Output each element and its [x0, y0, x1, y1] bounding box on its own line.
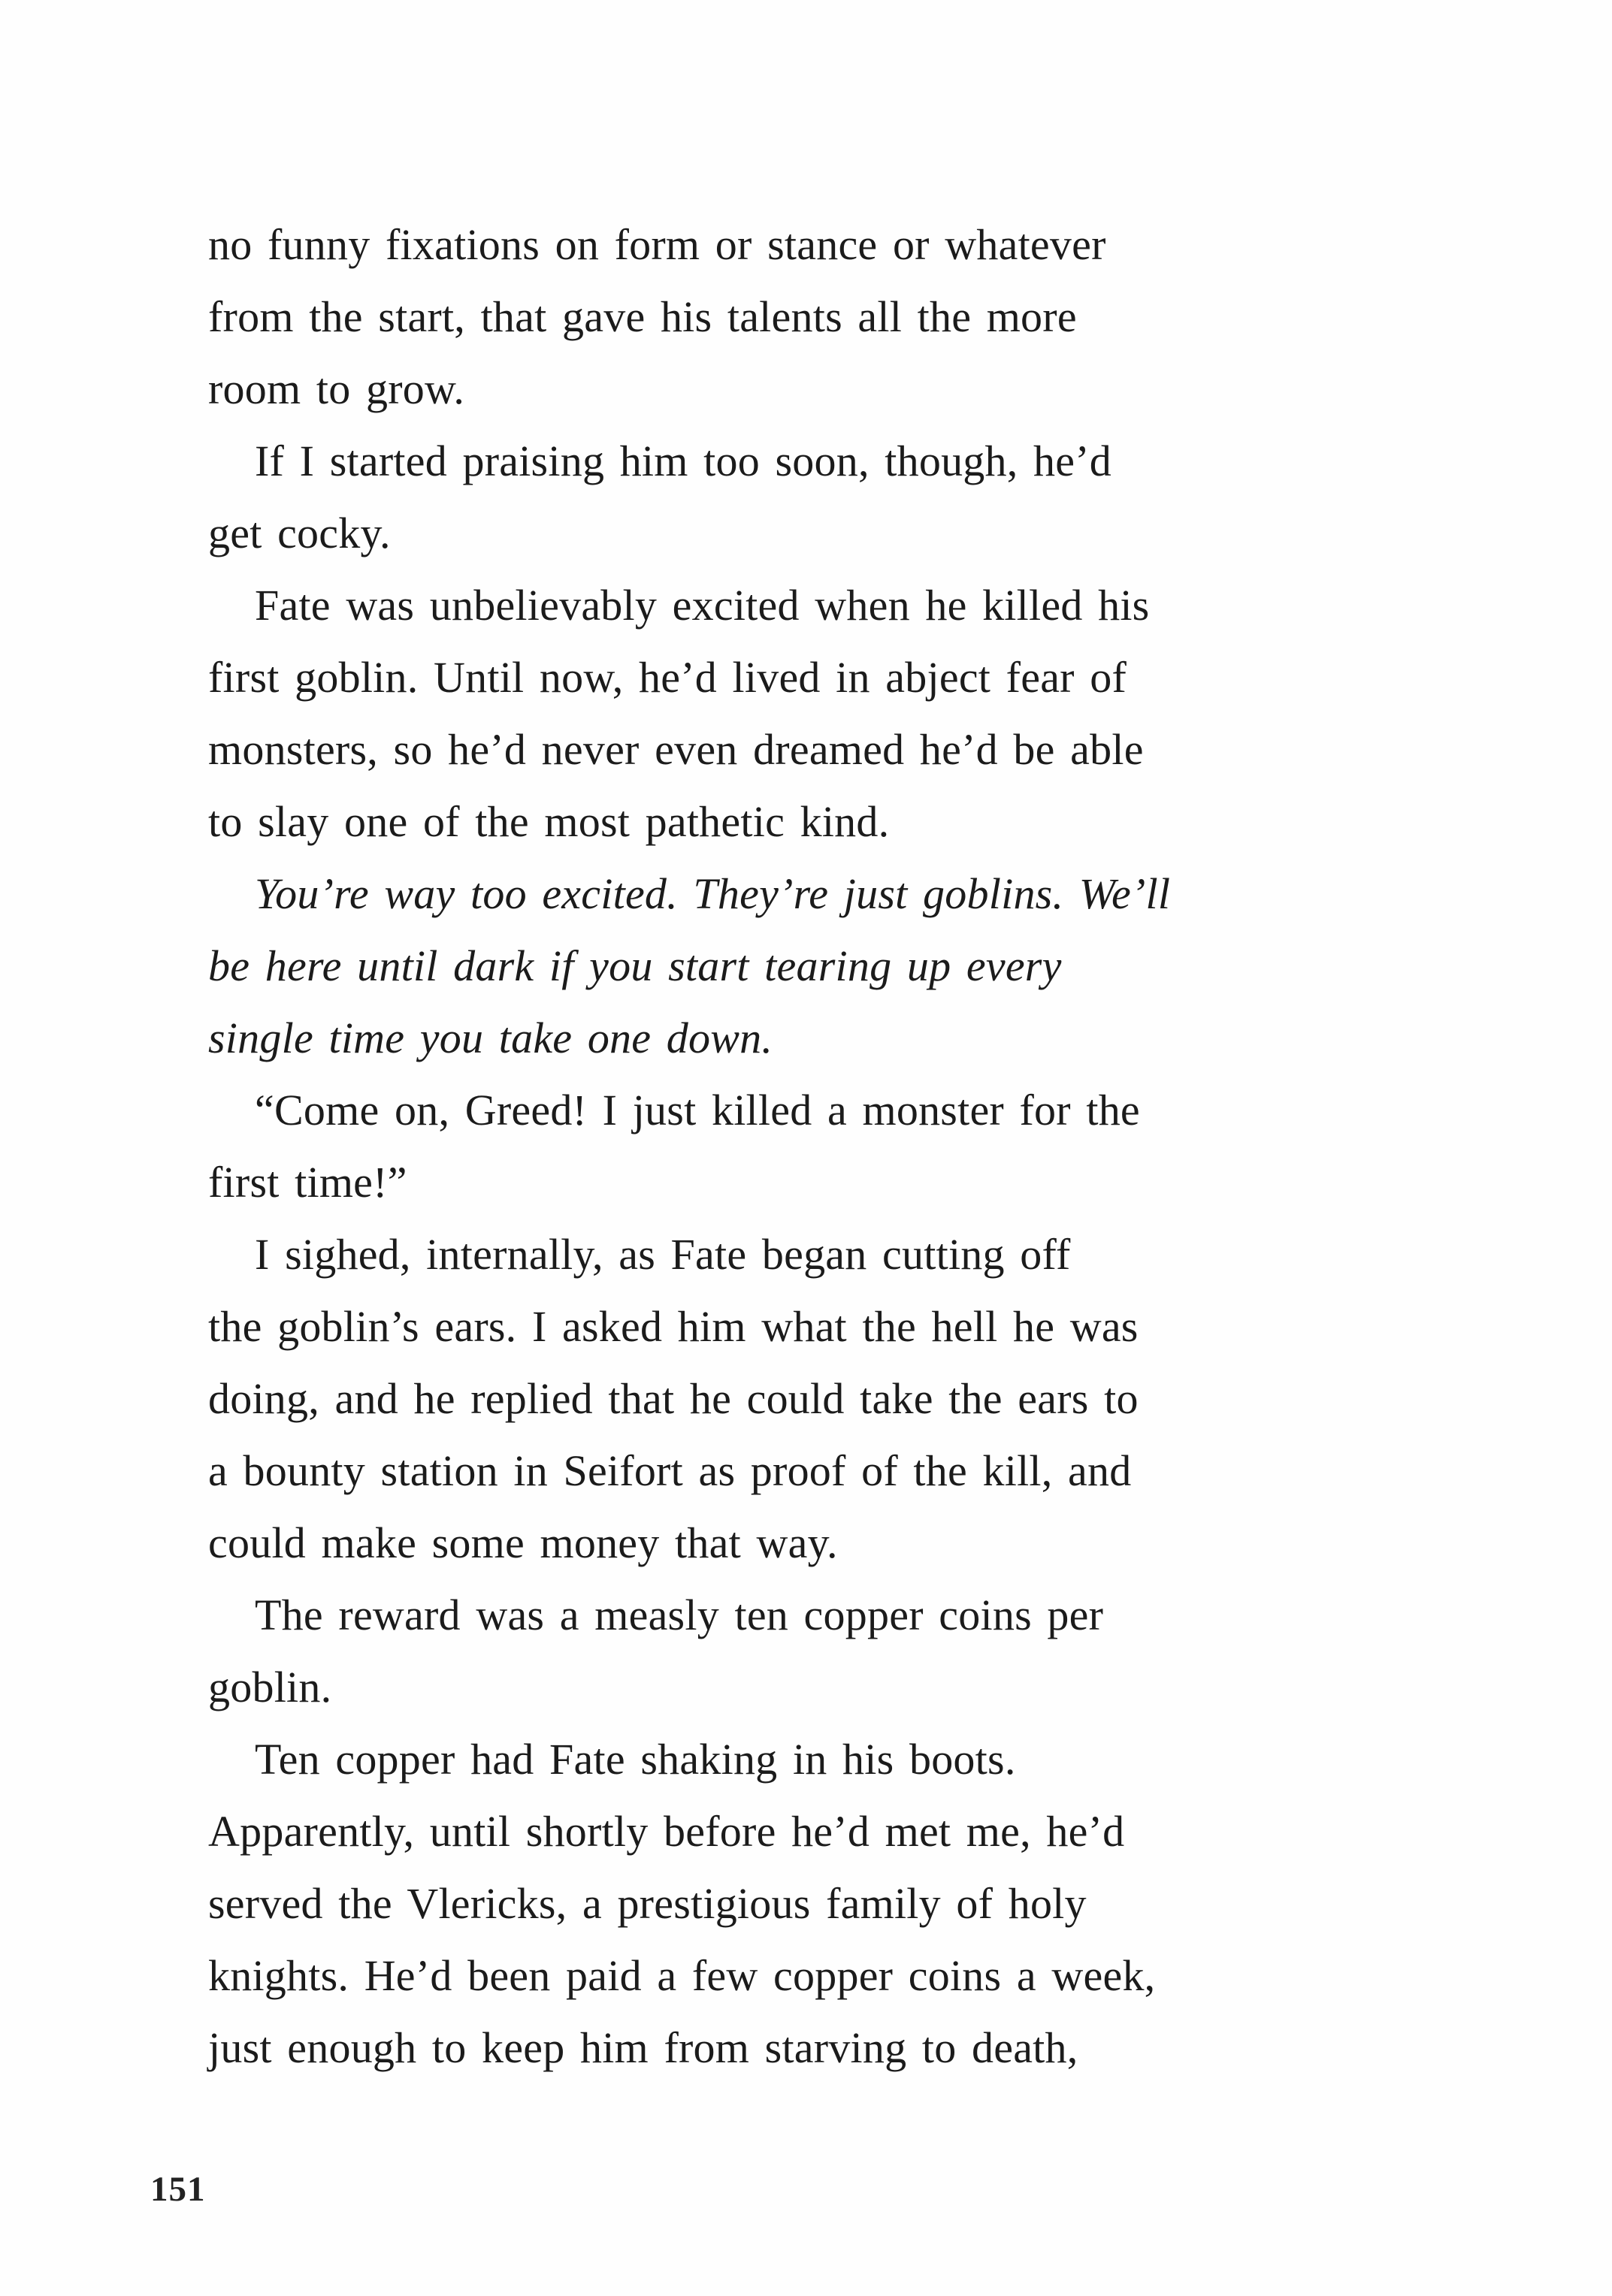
- text-line: doing, and he replied that he could take the ears to: [208, 1374, 1139, 1423]
- text-line: I sighed, internally, as Fate began cutting off: [255, 1230, 1071, 1279]
- text-line: Ten copper had Fate shaking in his boots.: [255, 1735, 1016, 1784]
- text-line: goblin.: [208, 1663, 332, 1711]
- text-line: to slay one of the most pathetic kind.: [208, 797, 890, 846]
- text-line: first goblin. Until now, he’d lived in abject fear of: [208, 653, 1127, 702]
- text-line: If I started praising him too soon, though, he’d: [255, 437, 1112, 485]
- text-line: get cocky.: [208, 509, 391, 557]
- text-line-italic: single time you take one down.: [208, 1014, 773, 1062]
- text-line: no funny fixations on form or stance or whatever: [208, 220, 1106, 269]
- text-line: The reward was a measly ten copper coins per: [255, 1591, 1104, 1639]
- text-line: first time!”: [208, 1158, 407, 1207]
- text-line: the goblin’s ears. I asked him what the hell he was: [208, 1302, 1139, 1351]
- text-line: could make some money that way.: [208, 1518, 838, 1567]
- text-line: from the start, that gave his talents all the more: [208, 292, 1077, 341]
- text-line: “Come on, Greed! I just killed a monster for the: [255, 1086, 1140, 1134]
- book-page-text: [208, 209, 1366, 2084]
- text-line: monsters, so he’d never even dreamed he’d be able: [208, 725, 1144, 774]
- page-number: 151: [150, 2170, 206, 2209]
- text-line: Fate was unbelievably excited when he killed his: [255, 581, 1150, 630]
- text-line-italic: be here until dark if you start tearing up every: [208, 941, 1062, 990]
- text-line: just enough to keep him from starving to death,: [208, 2023, 1078, 2072]
- text-line: a bounty station in Seifort as proof of the kill, and: [208, 1446, 1132, 1495]
- text-line-italic: You’re way too excited. They’re just goblins. We’ll: [255, 869, 1171, 918]
- text-line: served the Vlericks, a prestigious family of holy: [208, 1879, 1087, 1928]
- text-line: knights. He’d been paid a few copper coins a week,: [208, 1951, 1156, 2000]
- text-line: Apparently, until shortly before he’d met me, he’d: [208, 1807, 1125, 1856]
- text-line: room to grow.: [208, 364, 465, 413]
